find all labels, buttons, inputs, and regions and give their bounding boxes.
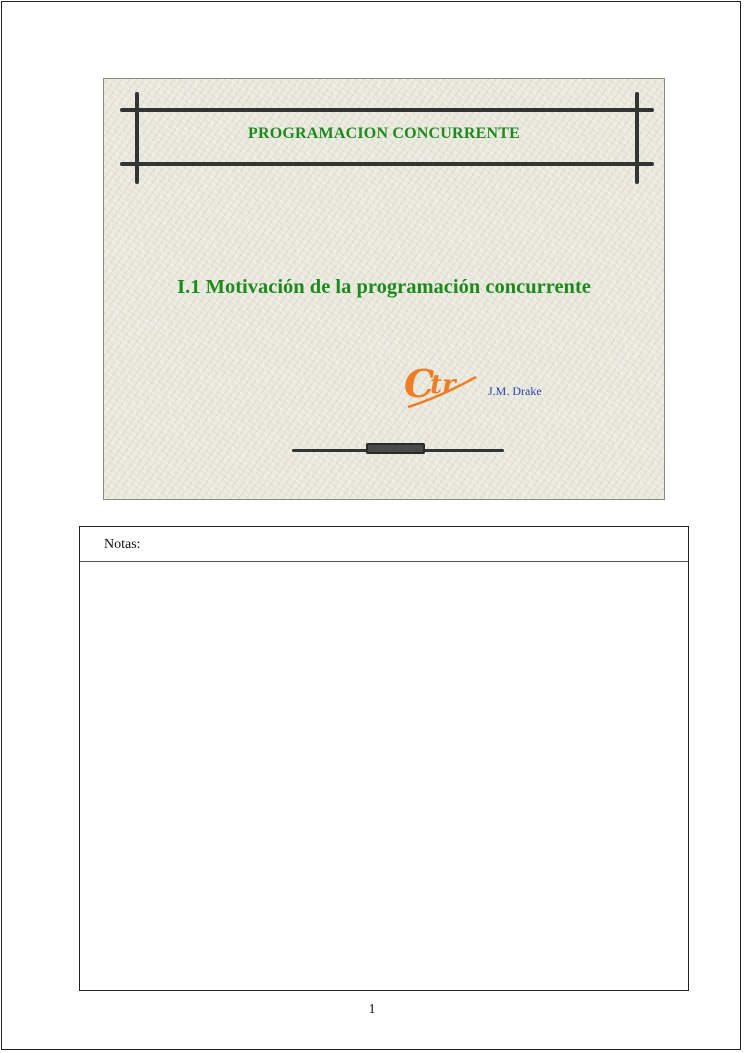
notes-section [79, 526, 689, 991]
page-number: 1 [368, 1002, 376, 1017]
header-top-bar [120, 108, 654, 112]
svg-text:C: C [404, 361, 435, 406]
author-name: J.M. Drake [488, 384, 542, 398]
slide-main-title: I.1 Motivación de la programación concurrente [177, 276, 591, 298]
notes-label: Notas: [80, 527, 688, 562]
header-bottom-bar [120, 162, 654, 166]
slide-thumbnail [103, 78, 665, 500]
svg-text:tr: tr [430, 370, 456, 400]
ctr-logo-icon [400, 357, 480, 415]
slide-header-title: PROGRAMACION CONCURRENTE [248, 125, 520, 142]
